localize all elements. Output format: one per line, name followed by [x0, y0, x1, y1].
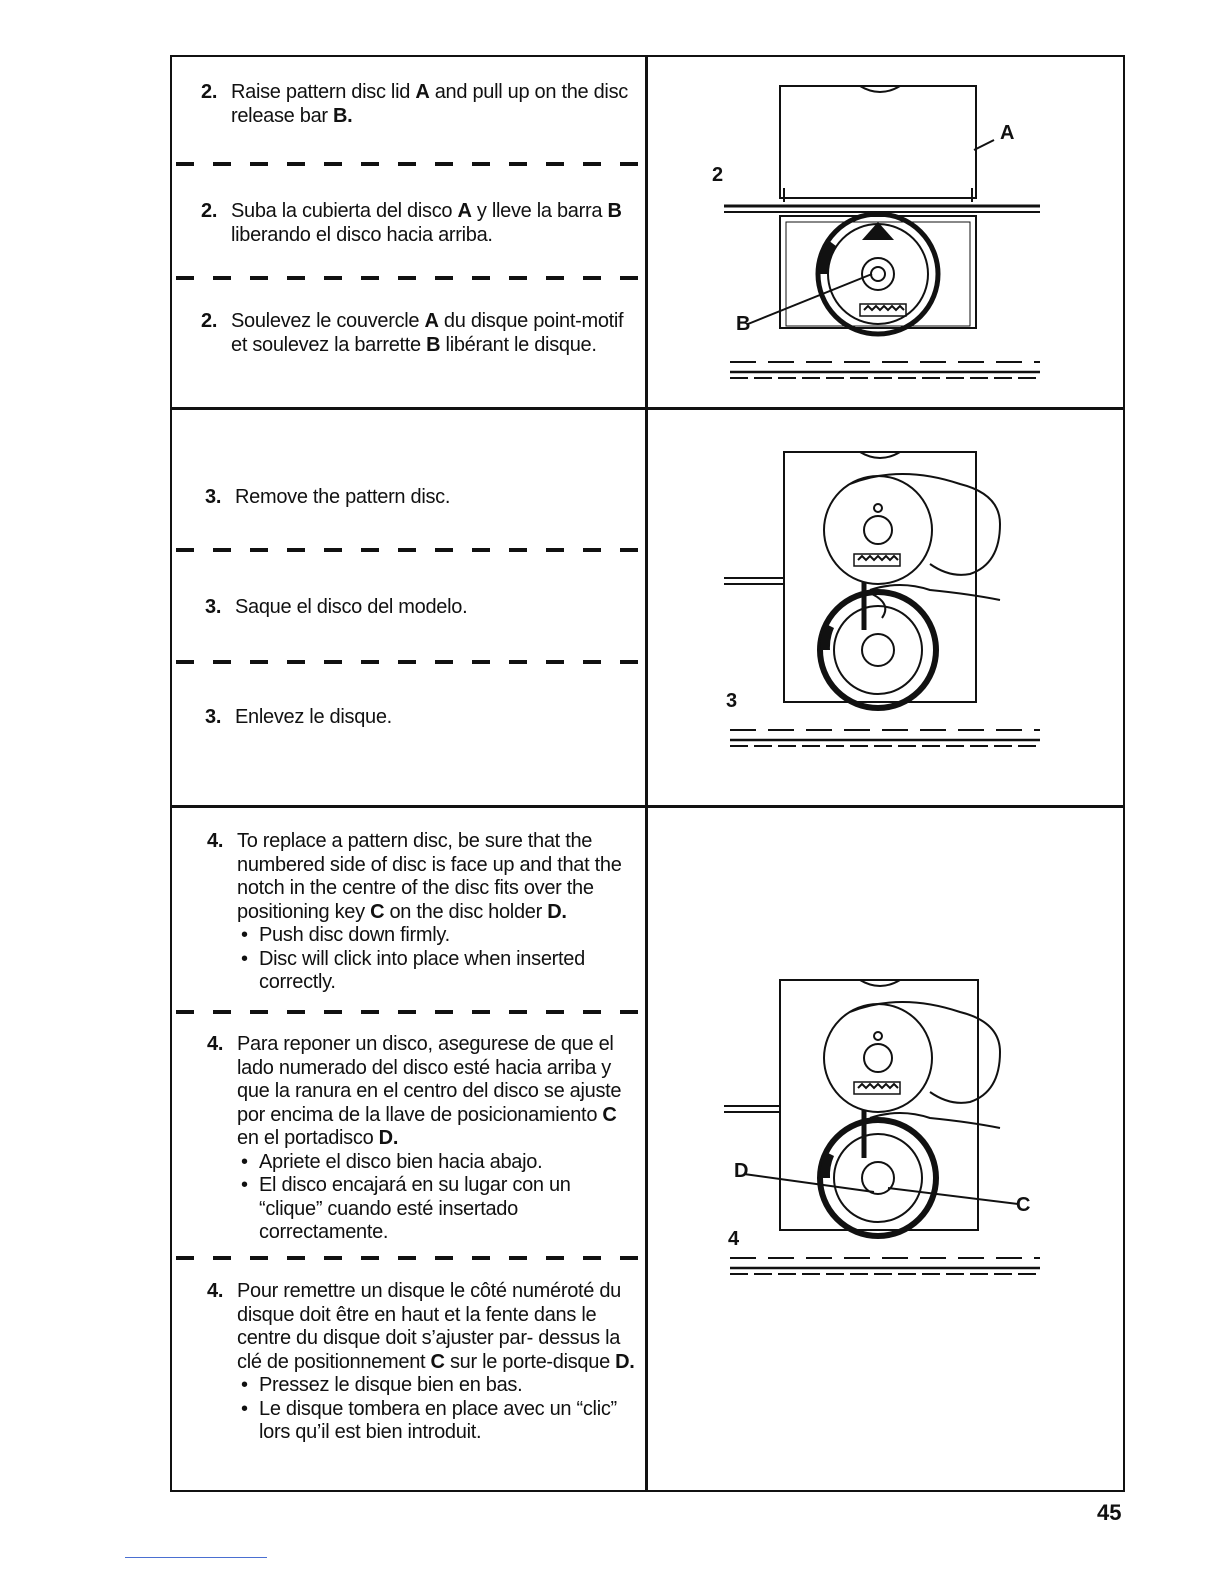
bullet-list: [237, 1151, 637, 1245]
figure-2-label: 2: [712, 164, 724, 186]
step-4-french: [207, 1280, 637, 1445]
page-number: 45: [1097, 1500, 1122, 1525]
callout-d: D: [734, 1160, 749, 1182]
step-text: Pour remettre un disque le côté numéroté du disque doit être en haut et la fente dans le centre du disque doit s’ajuster par- dessus la clé de positionnement C sur le porte-disque D. • Pressez le disque bien en bas. • Le disque tombera en place avec un “clic” lors qu’il est bien introduit.: [237, 1280, 637, 1445]
footer-rule: [125, 1557, 267, 1558]
figure-3-label: 3: [726, 690, 738, 712]
list-item: • Push disc down firmly.: [237, 924, 637, 948]
row-divider-1: [170, 407, 1125, 410]
step-4-english: [207, 830, 637, 995]
step-text: Soulevez le couvercle A du disque point-motif et soulevez la barrette B libérant le disque.: [231, 310, 624, 356]
list-item: • Pressez le disque bien en bas.: [237, 1374, 637, 1398]
language-separator: [176, 1010, 642, 1014]
language-separator: [176, 1256, 642, 1260]
step-text: Para reponer un disco, asegurese de que el lado numerado del disco esté hacia arriba y que la ranura en el centro del disco se ajuste por encima de la llave de posicionamiento C en el portadisco D. • Apriete el disco bien hacia abajo. • El disco encajará en su lugar con un “clique” cuando esté insertado correctamente.: [237, 1033, 637, 1245]
step-3-spanish: [205, 596, 635, 620]
language-separator: [176, 660, 642, 664]
language-separator: [176, 162, 642, 166]
step-number: 2.: [201, 81, 218, 103]
column-divider: [645, 55, 648, 1492]
row-divider-2: [170, 805, 1125, 808]
step-3-english: [205, 486, 635, 510]
step-2-english: [201, 81, 631, 128]
list-item: • Disc will click into place when inserted correctly.: [237, 948, 637, 995]
step-number: 4.: [207, 830, 224, 852]
figure-4-label: 4: [728, 1228, 740, 1250]
step-number: 3.: [205, 486, 222, 508]
step-text: Remove the pattern disc.: [235, 486, 451, 508]
step-number: 2.: [201, 200, 218, 222]
step-text: Suba la cubierta del disco A y lleve la barra B liberando el disco hacia arriba.: [231, 200, 622, 246]
list-item: • Le disque tombera en place avec un “clic” lors qu’il est bien introduit.: [237, 1398, 637, 1445]
callout-a: A: [1000, 122, 1015, 144]
figure-4-replace-disc-illustration: [700, 972, 1060, 1282]
language-separator: [176, 276, 642, 280]
callout-c: C: [1016, 1194, 1031, 1216]
step-3-french: [205, 706, 635, 730]
step-text: Saque el disco del modelo.: [235, 596, 468, 618]
callout-b: B: [736, 313, 751, 335]
step-number: 3.: [205, 596, 222, 618]
step-number: 2.: [201, 310, 218, 332]
step-4-spanish: [207, 1033, 637, 1245]
step-number: 3.: [205, 706, 222, 728]
step-number: 4.: [207, 1280, 224, 1302]
step-text: To replace a pattern disc, be sure that the numbered side of disc is face up and that the notch in the centre of the disc fits over the positioning key C on the disc holder D. • Push disc down firmly. • Disc will click into place when inserted correctly.: [237, 830, 637, 995]
step-text: Enlevez le disque.: [235, 706, 392, 728]
list-item: • El disco encajará en su lugar con un “clique” cuando esté insertado correctamente.: [237, 1174, 637, 1245]
bullet-list: [237, 924, 637, 995]
figure-3-remove-disc-illustration: [700, 444, 1060, 754]
list-item: • Apriete el disco bien hacia abajo.: [237, 1151, 637, 1175]
bullet-list: [237, 1374, 637, 1445]
step-2-french: [201, 310, 631, 357]
step-number: 4.: [207, 1033, 224, 1055]
step-text: Raise pattern disc lid A and pull up on the disc release bar B.: [231, 81, 628, 127]
language-separator: [176, 548, 642, 552]
step-2-spanish: [201, 200, 631, 247]
